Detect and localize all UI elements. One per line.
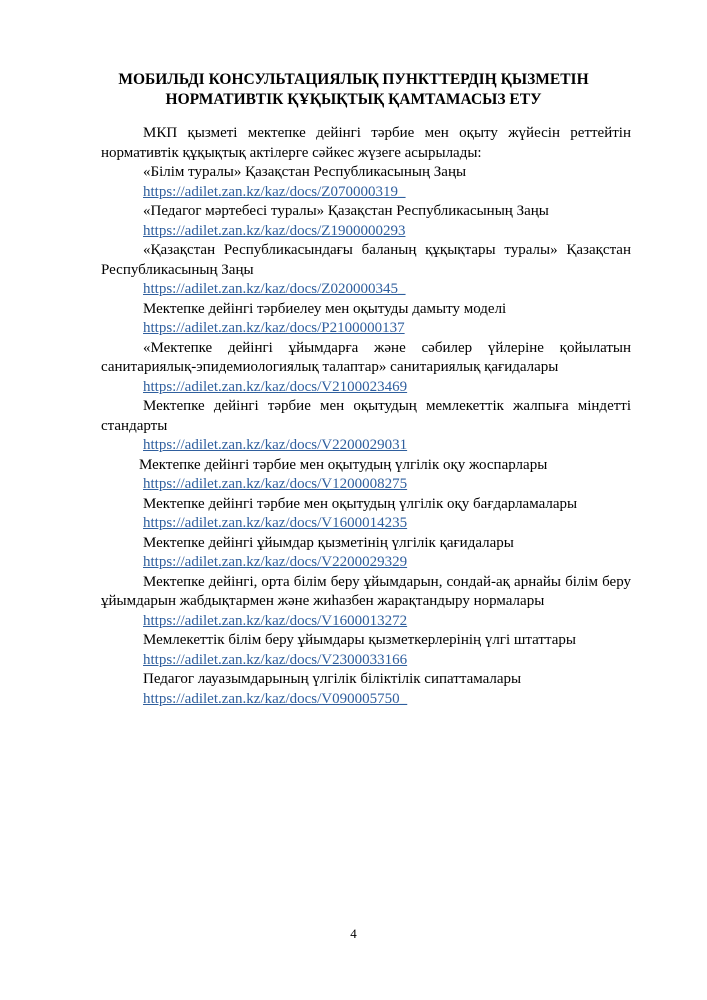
item-11-text: Педагог лауазымдарының үлгілік біліктілік сипаттамалары [143,671,522,687]
item-6-link-line [101,475,631,495]
item-4-text: «Мектепке дейінгі ұйымдарға және сәбилер үйлеріне қойылатын санитариялық-эпидемиологиялық талаптар» санитариялық қағидалары [101,339,631,375]
item-1-link-line [101,222,631,242]
item-5-link[interactable]: https://adilet.zan.kz/kaz/docs/V2200029031 [143,437,408,453]
item-3-text: Мектепке дейінгі тәрбиелеу мен оқытуды дамыту моделі [143,300,507,317]
title-line-2: НОРМАТИВТІК ҚҰҚЫҚТЫҚ ҚАМТАМАСЫЗ ЕТУ [165,91,542,108]
item-10-link-line [101,651,631,671]
item-8-link-line [101,553,631,573]
document-title [90,70,617,110]
title-line-1: МОБИЛЬДІ КОНСУЛЬТАЦИЯЛЫҚ ПУНКТТЕРДІҢ ҚЫЗМЕТІН [118,71,589,88]
item-7-link-line [101,514,631,534]
item-0-text: «Білім туралы» Қазақстан Республикасының Заңы [143,164,467,180]
item-4-link[interactable]: https://adilet.zan.kz/kaz/docs/V2100023469 [143,378,408,395]
item-1-text: «Педагог мәртебесі туралы» Қазақстан Республикасының Заңы [143,203,549,219]
item-3-link-line [101,319,631,339]
item-8-link[interactable]: https://adilet.zan.kz/kaz/docs/V2200029329 [143,554,408,570]
item-4-link-line [101,378,631,398]
item-0-link-line [101,183,631,203]
item-7-link[interactable]: https://adilet.zan.kz/kaz/docs/V1600014235 [143,515,408,531]
item-7-text: Мектепке дейінгі тәрбие мен оқытудың үлгілік оқу бағдарламалары [143,495,578,512]
document-body [101,124,631,709]
item-6-link[interactable]: https://adilet.zan.kz/kaz/docs/V1200008275 [143,476,408,492]
item-2-link-line [101,280,631,300]
item-5-text: Мектепке дейінгі тәрбие мен оқытудың мемлекеттік жалпыға міндетті стандарты [101,398,631,434]
item-6-text: Мектепке дейінгі тәрбие мен оқытудың үлгілік оқу жоспарлары [139,456,548,473]
item-2-link[interactable]: https://adilet.zan.kz/kaz/docs/Z020000345_ [143,281,406,297]
item-10-link[interactable]: https://adilet.zan.kz/kaz/docs/V2300033166 [143,651,408,668]
item-2-text: «Қазақстан Республикасындағы баланың құқықтары туралы» Қазақстан Республикасының Заңы [101,242,631,278]
item-0-link[interactable]: https://adilet.zan.kz/kaz/docs/Z070000319_ [143,183,406,200]
item-9-link[interactable]: https://adilet.zan.kz/kaz/docs/V1600013272 [143,612,408,629]
item-9-link-line [101,612,631,632]
intro-paragraph: МКП қызметі мектепке дейінгі тәрбие мен оқыту жүйесін реттейтін нормативтік құқықтық актілерге сәйкес жүзеге асырылады: [101,125,631,161]
page-number: 4 [350,926,357,941]
item-10-text: Мемлекеттік білім беру ұйымдары қызметкерлерінің үлгі штаттары [143,632,576,648]
item-8-text: Мектепке дейінгі ұйымдар қызметінің үлгілік қағидалары [143,534,514,551]
item-3-link[interactable]: https://adilet.zan.kz/kaz/docs/P2100000137 [143,320,405,336]
item-11-link-line [101,690,631,710]
item-9-text: Мектепке дейінгі, орта білім беру ұйымдарын, сондай-ақ арнайы білім беру ұйымдарын жабдықтармен және жиһазбен жарақтандыру нормалары [101,573,631,609]
item-11-link[interactable]: https://adilet.zan.kz/kaz/docs/V090005750_ [143,690,408,707]
item-5-link-line [101,436,631,456]
item-1-link[interactable]: https://adilet.zan.kz/kaz/docs/Z1900000293 [143,222,406,239]
